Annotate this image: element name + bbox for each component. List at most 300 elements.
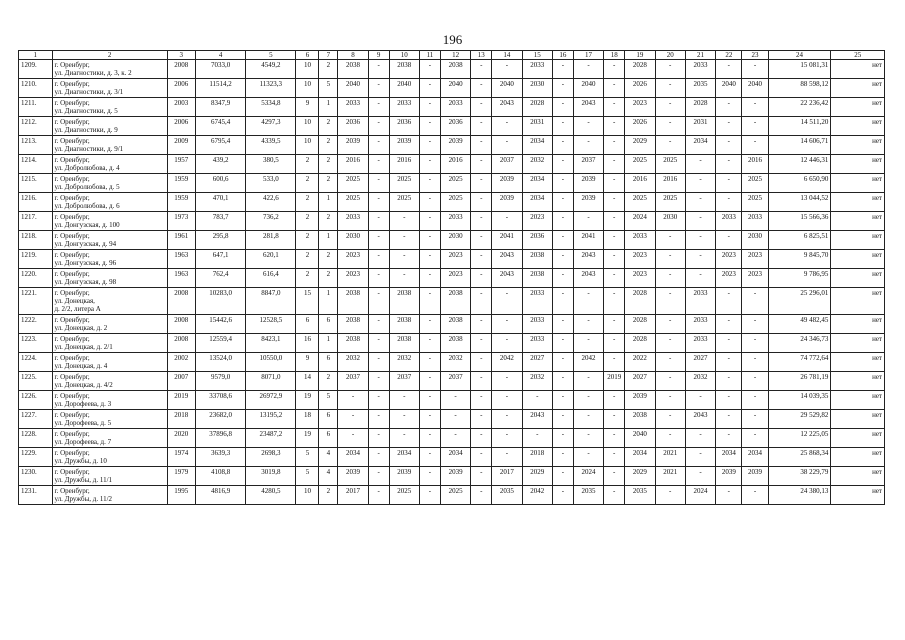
- housing-registry-table: [18, 50, 885, 505]
- table-row: [19, 212, 885, 231]
- value-cell: 2038: [338, 288, 368, 315]
- value-cell: 2034: [522, 136, 552, 155]
- column-header: 21: [685, 51, 715, 60]
- value-cell: 2034: [625, 448, 655, 467]
- value-cell: -: [471, 79, 492, 98]
- value-cell: 12559,4: [195, 334, 245, 353]
- address-line: г. Оренбург,: [54, 487, 90, 495]
- value-cell: 2007: [167, 372, 195, 391]
- column-header: 18: [604, 51, 625, 60]
- cost-cell: 38 229,79: [768, 467, 831, 486]
- value-cell: 4549,2: [246, 60, 296, 79]
- value-cell: -: [716, 174, 742, 193]
- value-cell: -: [419, 334, 440, 353]
- row-number-cell: 1217.: [19, 212, 53, 231]
- value-cell: 2040: [625, 429, 655, 448]
- table-row: [19, 486, 885, 505]
- row-number-cell: 1219.: [19, 250, 53, 269]
- value-cell: -: [604, 288, 625, 315]
- value-cell: 2031: [685, 117, 715, 136]
- address-line: г. Оренбург,: [54, 392, 90, 400]
- cost-cell: 14 039,35: [768, 391, 831, 410]
- value-cell: 2033: [685, 315, 715, 334]
- table-row: [19, 429, 885, 448]
- status-cell: нет: [831, 486, 885, 505]
- value-cell: 6: [296, 315, 319, 334]
- value-cell: -: [552, 334, 573, 353]
- cost-cell: 49 482,45: [768, 315, 831, 334]
- value-cell: -: [492, 315, 522, 334]
- value-cell: 2035: [492, 486, 522, 505]
- value-cell: 2038: [389, 288, 419, 315]
- address-line: г. Оренбург,: [54, 270, 90, 278]
- value-cell: -: [492, 117, 522, 136]
- value-cell: 2039: [492, 193, 522, 212]
- value-cell: -: [716, 98, 742, 117]
- row-number-cell: 1224.: [19, 353, 53, 372]
- value-cell: -: [419, 231, 440, 250]
- value-cell: -: [573, 410, 603, 429]
- address-line: ул. Добролюбова, д. 6: [54, 202, 120, 210]
- value-cell: 2033: [389, 98, 419, 117]
- value-cell: 2021: [655, 448, 685, 467]
- value-cell: 2017: [338, 486, 368, 505]
- value-cell: 4297,3: [246, 117, 296, 136]
- column-header: 17: [573, 51, 603, 60]
- table-row: [19, 193, 885, 212]
- address-line: ул. Дружбы, д. 11/2: [54, 495, 113, 503]
- address-cell: [52, 391, 167, 410]
- value-cell: 736,2: [246, 212, 296, 231]
- value-cell: -: [685, 269, 715, 288]
- value-cell: 2016: [440, 155, 470, 174]
- value-cell: 600,6: [195, 174, 245, 193]
- value-cell: 2034: [742, 448, 768, 467]
- value-cell: -: [419, 60, 440, 79]
- cost-cell: 25 296,01: [768, 288, 831, 315]
- value-cell: 2: [319, 212, 338, 231]
- cost-cell: 15 081,31: [768, 60, 831, 79]
- value-cell: 2032: [440, 353, 470, 372]
- value-cell: 2002: [167, 353, 195, 372]
- column-header: 12: [440, 51, 470, 60]
- value-cell: 533,0: [246, 174, 296, 193]
- address-cell: [52, 467, 167, 486]
- value-cell: -: [368, 193, 389, 212]
- value-cell: 2037: [440, 372, 470, 391]
- value-cell: 3019,8: [246, 467, 296, 486]
- value-cell: 13195,2: [246, 410, 296, 429]
- value-cell: -: [552, 372, 573, 391]
- value-cell: -: [471, 315, 492, 334]
- address-line: г. Оренбург,: [54, 411, 90, 419]
- value-cell: 2043: [573, 250, 603, 269]
- value-cell: 33708,6: [195, 391, 245, 410]
- address-cell: [52, 315, 167, 334]
- address-line: г. Оренбург,: [54, 468, 90, 476]
- value-cell: 2: [296, 193, 319, 212]
- value-cell: 2026: [625, 117, 655, 136]
- row-number-cell: 1215.: [19, 174, 53, 193]
- value-cell: 26972,9: [246, 391, 296, 410]
- value-cell: -: [685, 250, 715, 269]
- value-cell: -: [368, 79, 389, 98]
- value-cell: 9579,0: [195, 372, 245, 391]
- status-cell: нет: [831, 288, 885, 315]
- value-cell: -: [492, 448, 522, 467]
- value-cell: -: [368, 231, 389, 250]
- row-number-cell: 1209.: [19, 60, 53, 79]
- cost-cell: 22 236,42: [768, 98, 831, 117]
- value-cell: -: [419, 136, 440, 155]
- value-cell: 19: [296, 429, 319, 448]
- value-cell: 2016: [655, 174, 685, 193]
- status-cell: нет: [831, 79, 885, 98]
- value-cell: 2039: [742, 467, 768, 486]
- value-cell: -: [655, 79, 685, 98]
- address-line: ул. Донгузская, д. 96: [54, 259, 117, 267]
- value-cell: 1: [319, 288, 338, 315]
- value-cell: 2023: [440, 269, 470, 288]
- value-cell: 2037: [492, 155, 522, 174]
- value-cell: -: [552, 410, 573, 429]
- value-cell: 2023: [742, 250, 768, 269]
- value-cell: 2040: [338, 79, 368, 98]
- value-cell: -: [552, 467, 573, 486]
- value-cell: -: [604, 250, 625, 269]
- address-line: г. Оренбург,: [54, 335, 90, 343]
- table-row: [19, 334, 885, 353]
- value-cell: -: [492, 429, 522, 448]
- value-cell: 2039: [492, 174, 522, 193]
- value-cell: 2035: [573, 486, 603, 505]
- value-cell: -: [604, 231, 625, 250]
- address-line: ул. Дорофеева, д. 7: [54, 438, 112, 446]
- column-header: 24: [768, 51, 831, 60]
- value-cell: 4280,5: [246, 486, 296, 505]
- value-cell: -: [573, 288, 603, 315]
- value-cell: 2028: [625, 288, 655, 315]
- value-cell: -: [368, 250, 389, 269]
- value-cell: 2: [319, 117, 338, 136]
- table-row: [19, 391, 885, 410]
- value-cell: -: [419, 429, 440, 448]
- value-cell: -: [419, 391, 440, 410]
- value-cell: -: [742, 391, 768, 410]
- value-cell: 380,5: [246, 155, 296, 174]
- value-cell: -: [368, 410, 389, 429]
- row-number-cell: 1212.: [19, 117, 53, 136]
- value-cell: -: [604, 136, 625, 155]
- value-cell: 5: [296, 467, 319, 486]
- column-header: 25: [831, 51, 885, 60]
- table-row: [19, 117, 885, 136]
- table-row: [19, 467, 885, 486]
- value-cell: 2040: [440, 79, 470, 98]
- value-cell: 2032: [522, 155, 552, 174]
- value-cell: 2029: [625, 467, 655, 486]
- status-cell: нет: [831, 410, 885, 429]
- value-cell: -: [471, 486, 492, 505]
- value-cell: 2043: [685, 410, 715, 429]
- status-cell: нет: [831, 98, 885, 117]
- value-cell: 37896,8: [195, 429, 245, 448]
- value-cell: 2032: [389, 353, 419, 372]
- status-cell: нет: [831, 269, 885, 288]
- value-cell: -: [742, 98, 768, 117]
- value-cell: 2025: [440, 193, 470, 212]
- address-cell: [52, 212, 167, 231]
- value-cell: 2008: [167, 315, 195, 334]
- column-header: 19: [625, 51, 655, 60]
- value-cell: -: [685, 429, 715, 448]
- value-cell: -: [716, 486, 742, 505]
- value-cell: 5: [319, 79, 338, 98]
- value-cell: -: [573, 334, 603, 353]
- value-cell: 2: [296, 231, 319, 250]
- value-cell: 2038: [338, 315, 368, 334]
- value-cell: 2036: [389, 117, 419, 136]
- value-cell: -: [716, 334, 742, 353]
- column-header: 8: [338, 51, 368, 60]
- value-cell: -: [419, 372, 440, 391]
- value-cell: 2035: [685, 79, 715, 98]
- row-number-cell: 1229.: [19, 448, 53, 467]
- value-cell: 2030: [338, 231, 368, 250]
- address-line: ул. Донгузская, д. 94: [54, 240, 117, 248]
- row-number-cell: 1218.: [19, 231, 53, 250]
- value-cell: 2023: [625, 269, 655, 288]
- value-cell: -: [552, 79, 573, 98]
- value-cell: -: [604, 410, 625, 429]
- value-cell: 2043: [492, 250, 522, 269]
- value-cell: -: [492, 410, 522, 429]
- address-line: ул. Дружбы, д. 10: [54, 457, 107, 465]
- row-number-cell: 1225.: [19, 372, 53, 391]
- value-cell: -: [573, 136, 603, 155]
- value-cell: 2037: [389, 372, 419, 391]
- value-cell: -: [685, 467, 715, 486]
- value-cell: -: [573, 372, 603, 391]
- value-cell: 2032: [685, 372, 715, 391]
- value-cell: -: [389, 391, 419, 410]
- value-cell: -: [716, 136, 742, 155]
- row-number-cell: 1223.: [19, 334, 53, 353]
- value-cell: -: [552, 117, 573, 136]
- column-header: 7: [319, 51, 338, 60]
- status-cell: нет: [831, 212, 885, 231]
- address-line: ул. Донгузская, д. 100: [54, 221, 120, 229]
- value-cell: 6: [319, 410, 338, 429]
- table-row: [19, 269, 885, 288]
- value-cell: 10550,0: [246, 353, 296, 372]
- value-cell: 4816,9: [195, 486, 245, 505]
- value-cell: 2033: [716, 212, 742, 231]
- value-cell: 2016: [742, 155, 768, 174]
- value-cell: -: [573, 117, 603, 136]
- address-cell: [52, 372, 167, 391]
- address-cell: [52, 334, 167, 353]
- value-cell: -: [368, 288, 389, 315]
- value-cell: 2039: [389, 467, 419, 486]
- value-cell: -: [604, 391, 625, 410]
- address-line: г. Оренбург,: [54, 289, 90, 297]
- cost-cell: 24 346,73: [768, 334, 831, 353]
- address-cell: [52, 155, 167, 174]
- value-cell: 8347,9: [195, 98, 245, 117]
- value-cell: -: [471, 288, 492, 315]
- table-row: [19, 136, 885, 155]
- value-cell: 2025: [389, 486, 419, 505]
- value-cell: -: [685, 231, 715, 250]
- value-cell: 1959: [167, 174, 195, 193]
- value-cell: 2037: [573, 155, 603, 174]
- status-cell: нет: [831, 334, 885, 353]
- value-cell: -: [552, 155, 573, 174]
- status-cell: нет: [831, 155, 885, 174]
- address-cell: [52, 448, 167, 467]
- value-cell: -: [552, 231, 573, 250]
- address-line: ул. Донгузская, д. 98: [54, 278, 117, 286]
- value-cell: -: [368, 174, 389, 193]
- cost-cell: 9 786,95: [768, 269, 831, 288]
- value-cell: 8423,1: [246, 334, 296, 353]
- table-row: [19, 410, 885, 429]
- value-cell: -: [492, 372, 522, 391]
- value-cell: -: [471, 467, 492, 486]
- row-number-cell: 1221.: [19, 288, 53, 315]
- value-cell: 1961: [167, 231, 195, 250]
- column-header: 4: [195, 51, 245, 60]
- value-cell: 2016: [338, 155, 368, 174]
- value-cell: -: [471, 410, 492, 429]
- value-cell: -: [368, 353, 389, 372]
- value-cell: -: [552, 429, 573, 448]
- value-cell: 2035: [625, 486, 655, 505]
- value-cell: 422,6: [246, 193, 296, 212]
- value-cell: -: [685, 193, 715, 212]
- value-cell: 10: [296, 117, 319, 136]
- value-cell: 2040: [742, 79, 768, 98]
- value-cell: 2025: [625, 155, 655, 174]
- row-number-cell: 1231.: [19, 486, 53, 505]
- value-cell: 2: [319, 174, 338, 193]
- address-cell: [52, 174, 167, 193]
- value-cell: 439,2: [195, 155, 245, 174]
- address-line: ул. Дружбы, д. 11/1: [54, 476, 113, 484]
- address-cell: [52, 79, 167, 98]
- value-cell: 4108,8: [195, 467, 245, 486]
- value-cell: 2031: [522, 117, 552, 136]
- value-cell: 2: [296, 269, 319, 288]
- value-cell: -: [492, 288, 522, 315]
- value-cell: -: [604, 353, 625, 372]
- cost-cell: 29 529,82: [768, 410, 831, 429]
- value-cell: 15: [296, 288, 319, 315]
- value-cell: 2: [319, 155, 338, 174]
- value-cell: 2033: [742, 212, 768, 231]
- value-cell: 783,7: [195, 212, 245, 231]
- value-cell: -: [389, 250, 419, 269]
- value-cell: 2028: [625, 60, 655, 79]
- value-cell: -: [716, 410, 742, 429]
- address-line: ул. Диагностики, д. 9: [54, 126, 118, 134]
- value-cell: -: [368, 486, 389, 505]
- value-cell: 2039: [716, 467, 742, 486]
- value-cell: 2025: [338, 193, 368, 212]
- table-row: [19, 60, 885, 79]
- value-cell: -: [716, 193, 742, 212]
- status-cell: нет: [831, 391, 885, 410]
- address-cell: [52, 231, 167, 250]
- value-cell: -: [742, 136, 768, 155]
- value-cell: 2027: [685, 353, 715, 372]
- value-cell: -: [419, 410, 440, 429]
- value-cell: 2042: [522, 486, 552, 505]
- value-cell: -: [742, 60, 768, 79]
- value-cell: -: [655, 334, 685, 353]
- value-cell: -: [338, 410, 368, 429]
- value-cell: -: [655, 250, 685, 269]
- value-cell: 2: [319, 372, 338, 391]
- status-cell: нет: [831, 372, 885, 391]
- value-cell: -: [471, 212, 492, 231]
- value-cell: 281,8: [246, 231, 296, 250]
- value-cell: 2033: [685, 288, 715, 315]
- value-cell: -: [742, 372, 768, 391]
- address-cell: [52, 117, 167, 136]
- row-number-cell: 1220.: [19, 269, 53, 288]
- value-cell: 2023: [742, 269, 768, 288]
- value-cell: 2036: [440, 117, 470, 136]
- value-cell: -: [716, 315, 742, 334]
- value-cell: -: [471, 174, 492, 193]
- table-body: [19, 60, 885, 505]
- value-cell: 8071,0: [246, 372, 296, 391]
- value-cell: -: [604, 60, 625, 79]
- address-line: ул. Диагностики, д. 9/1: [54, 145, 124, 153]
- value-cell: -: [471, 250, 492, 269]
- value-cell: 1: [319, 334, 338, 353]
- row-number-cell: 1230.: [19, 467, 53, 486]
- value-cell: 2026: [625, 79, 655, 98]
- value-cell: 1: [319, 98, 338, 117]
- value-cell: 8847,0: [246, 288, 296, 315]
- status-cell: нет: [831, 136, 885, 155]
- value-cell: 2038: [522, 269, 552, 288]
- value-cell: 2034: [716, 448, 742, 467]
- value-cell: 470,1: [195, 193, 245, 212]
- value-cell: -: [685, 174, 715, 193]
- value-cell: -: [471, 193, 492, 212]
- address-line: ул. Донецкая, д. 4/2: [54, 381, 113, 389]
- value-cell: 2: [319, 486, 338, 505]
- address-cell: [52, 353, 167, 372]
- column-header: 22: [716, 51, 742, 60]
- value-cell: -: [419, 155, 440, 174]
- value-cell: 2029: [625, 136, 655, 155]
- value-cell: 2008: [167, 334, 195, 353]
- value-cell: -: [471, 117, 492, 136]
- address-line: г. Оренбург,: [54, 449, 90, 457]
- address-cell: [52, 136, 167, 155]
- row-number-cell: 1213.: [19, 136, 53, 155]
- address-line: г. Оренбург,: [54, 430, 90, 438]
- value-cell: 2038: [440, 334, 470, 353]
- cost-cell: 25 868,34: [768, 448, 831, 467]
- value-cell: 2038: [389, 60, 419, 79]
- value-cell: 13524,0: [195, 353, 245, 372]
